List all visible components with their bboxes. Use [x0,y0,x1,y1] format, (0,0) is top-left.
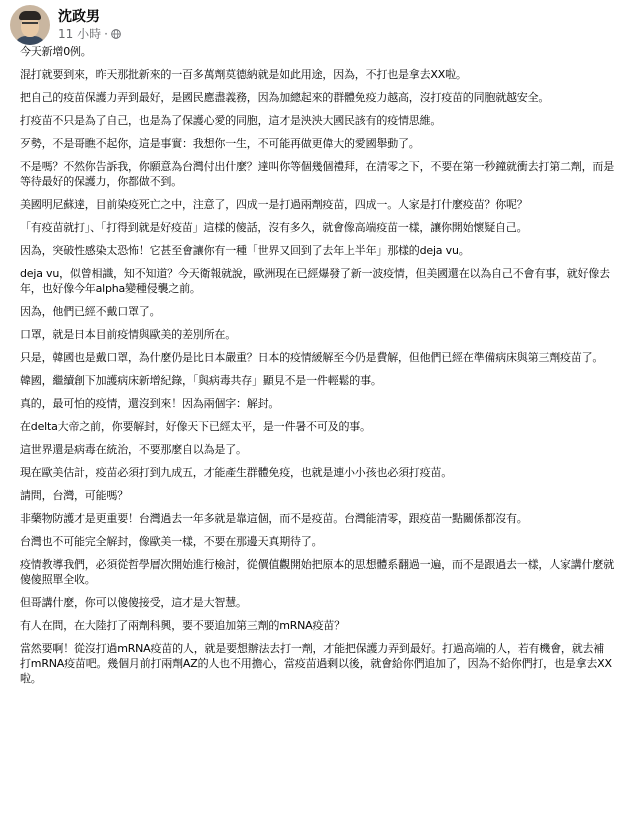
post-paragraph: 把自己的疫苗保護力弄到最好，是國民應盡義務，因為加總起來的群體免疫力越高，沒打疫苗的同胞就越安全。 [20,91,550,104]
post-paragraph: 真的，最可怕的疫情，還沒到來！因為兩個字：解封。 [20,397,280,410]
post-meta [58,8,121,42]
post-paragraph: 請問，台灣，可能嗎？ [20,489,128,502]
post-paragraph: 台灣也不可能完全解封，像歐美一樣，不要在那邊天真期待了。 [20,535,323,548]
post-paragraph: 但哥講什麼，你可以傻傻接受，這才是大智慧。 [20,596,247,609]
post-paragraph: 混打就要到來，昨天那批新來的一百多萬劑莫德納就是如此用途，因為，不打也是拿去XX啦。 [20,68,467,81]
author-name[interactable]: 沈政男 [58,9,100,25]
post-paragraph: 韓國，繼續創下加護病床新增紀錄，「與病毒共存」顯見不是一件輕鬆的事。 [20,374,382,387]
post-paragraph: 在delta大帝之前，你要解封，好像天下已經太平，是一件暑不可及的事。 [20,420,371,433]
post-paragraph: 不是嗎？不然你告訴我，你願意為台灣付出什麼？達叫你等個幾個禮拜，在清零之下，不要在第一秒鐘就衝去打第二劑，而是等待最好的保護力，你都做不到。 [20,160,614,188]
post-paragraph: deja vu，似曾相識，知不知道？今天衛報就說，歐洲現在已經爆發了新一波疫情，但美國還在以為自己不會有事，就好像去年，也好像今年alpha變種侵襲之前。 [20,267,610,295]
avatar[interactable] [10,5,50,45]
post-paragraph: 非藥物防護才是更重要！台灣過去一年多就是靠這個，而不是疫苗。台灣能清零，跟疫苗一點關係都沒有。 [20,512,528,525]
post-paragraph: 這世界還是病毒在統治，不要那麼自以為是了。 [20,443,247,456]
separator-dot: · [104,27,108,41]
post-paragraph: 口罩，就是日本目前疫情與歐美的差別所在。 [20,328,236,341]
post-paragraph: 當然要啊！從沒打過mRNA疫苗的人，就是要想辦法去打一劑，才能把保護力弄到最好。打過高端的人，若有機會，就去補打mRNA疫苗吧。幾個月前打兩劑AZ的人也不用擔心，當疫苗過剩以後，就會給你們追加了，因為不給你們打，也是拿去XX啦。 [20,642,612,685]
post-paragraph: 「有疫苗就打」、「打得到就是好疫苗」這樣的傻話，沒有多久，就會像高端疫苗一樣，讓你開始懷疑自己。 [20,221,528,234]
post-paragraph: 有人在問，在大陸打了兩劑科興，要不要追加第三劑的mRNA疫苗？ [20,619,345,632]
post-header [10,4,121,46]
post-paragraph: 美國明尼蘇達，目前染疫死亡之中，注意了，四成一是打過兩劑疫苗，四成一。人家是打什麼疫苗？你呢？ [20,198,528,211]
post-paragraph: 歹勢，不是哥瞧不起你，這是事實：我想你一生，不可能再做更偉大的愛國舉動了。 [20,137,420,150]
post-body [20,44,614,694]
post-paragraph: 今天新增0例。 [20,45,92,58]
post-paragraph: 因為，突破性感染太恐怖！它甚至會讓你有一種「世界又回到了去年上半年」那樣的deja vu。 [20,244,470,257]
timestamp-row [58,26,121,42]
post-paragraph: 因為，他們已經不戴口罩了。 [20,305,161,318]
post-paragraph: 現在歐美估計，疫苗必須打到九成五，才能產生群體免疫，也就是連小小孩也必須打疫苗。 [20,466,452,479]
globe-icon[interactable] [111,29,121,39]
post-timestamp[interactable]: 11 小時 [58,27,102,41]
post-paragraph: 打疫苗不只是為了自己，也是為了保護心愛的同胞，這才是泱泱大國民該有的疫情思維。 [20,114,442,127]
post-paragraph: 只是，韓國也是戴口罩，為什麼仍是比日本嚴重？日本的疫情緩解至今仍是費解，但他們已經在準備病床與第三劑疫苗了。 [20,351,604,364]
post-paragraph: 疫情教導我們，必須從哲學層次開始進行檢討，從價值觀開始把原本的思想體系翻過一遍，而不是跟過去一樣，人家講什麼就傻傻照單全收。 [20,558,614,586]
